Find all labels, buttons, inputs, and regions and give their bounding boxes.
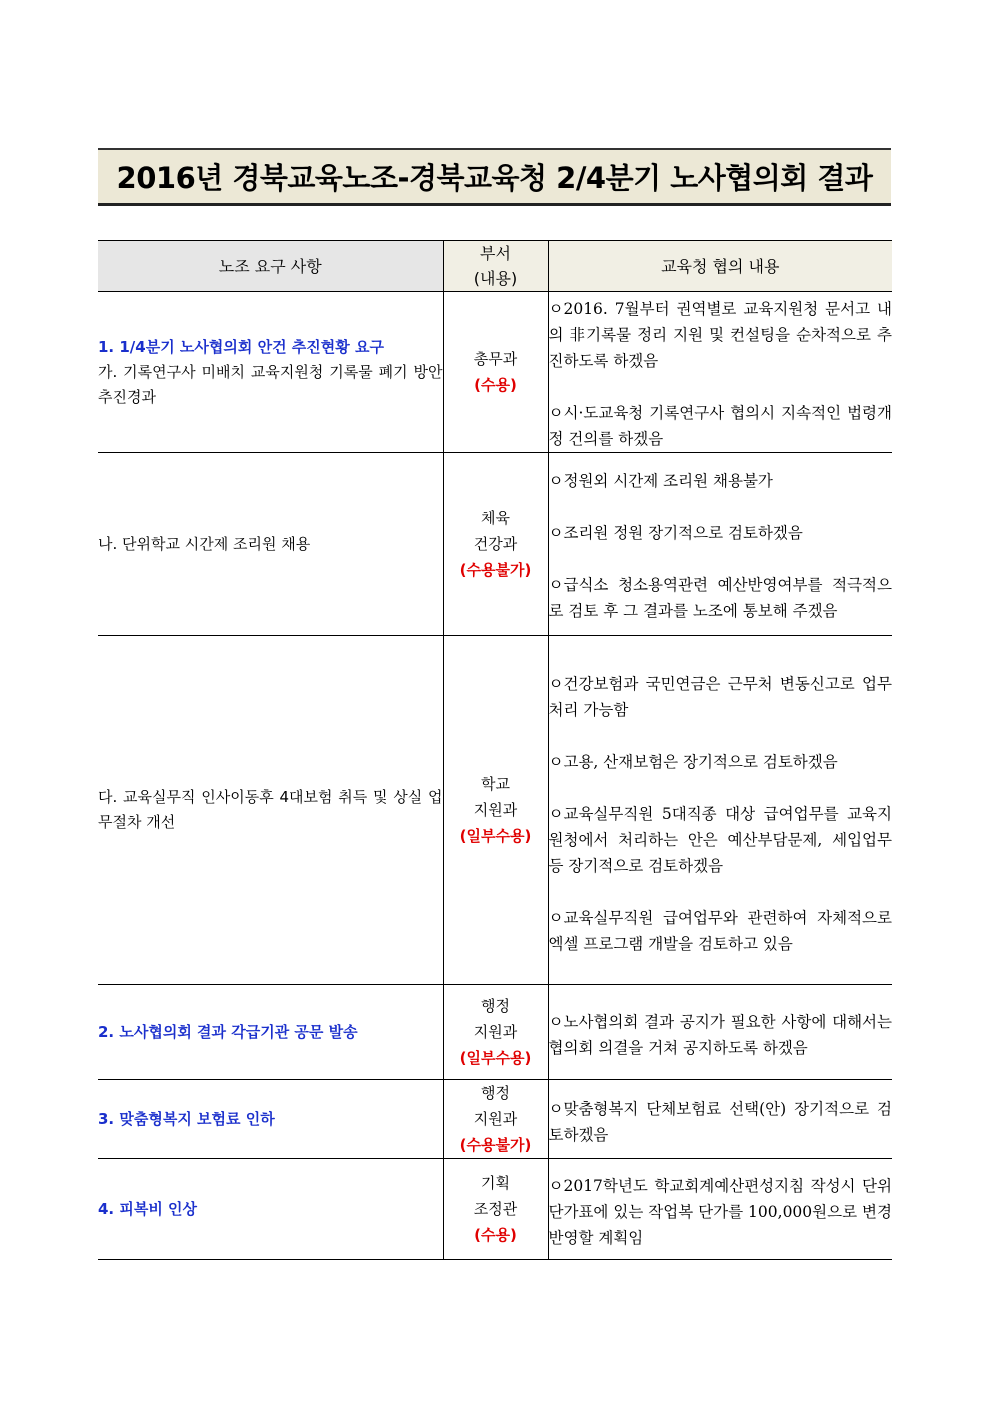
content-cell: [548, 985, 892, 1080]
request-cell: [98, 1080, 443, 1159]
department-name: 행정 지원과: [473, 997, 518, 1041]
document-title: 2016년 경북교육노조-경북교육청 2/4분기 노사협의회 결과: [116, 161, 873, 195]
status-badge: (수용불가): [459, 1136, 532, 1154]
table-header-row: [98, 241, 892, 292]
header-request: 노조 요구 사항: [98, 241, 443, 292]
department-name: 학교 지원과: [473, 775, 518, 819]
request-cell: [98, 636, 443, 985]
header-department-label: 부서 (내용): [473, 244, 518, 288]
status-badge: (수용불가): [459, 561, 532, 579]
content-cell: [548, 1159, 892, 1260]
table-row: [98, 292, 892, 453]
status-badge: (수용): [474, 1226, 517, 1244]
department-cell: [443, 1080, 548, 1159]
department-name: 행정 지원과: [473, 1084, 518, 1128]
content-cell: [548, 292, 892, 453]
request-cell: [98, 292, 443, 453]
content-item: ㅇ정원외 시간제 조리원 채용불가: [548, 472, 773, 490]
table-row: [98, 636, 892, 985]
content-item: ㅇ조리원 정원 장기적으로 검토하겠음: [548, 524, 803, 542]
document-title-box: [98, 148, 891, 206]
status-badge: (일부수용): [459, 827, 532, 845]
request-subitem: 나. 단위학교 시간제 조리원 채용: [98, 534, 311, 553]
request-cell: [98, 985, 443, 1080]
table-row: [98, 453, 892, 636]
content-cell: [548, 636, 892, 985]
status-badge: (일부수용): [459, 1049, 532, 1067]
content-cell: [548, 1080, 892, 1159]
request-cell: [98, 453, 443, 636]
table-row: [98, 985, 892, 1080]
department-cell: [443, 985, 548, 1080]
department-cell: [443, 1159, 548, 1260]
content-cell: [548, 453, 892, 636]
content-item: ㅇ급식소 청소용역관련 예산반영여부를 적극적으로 검토 후 그 결과를 노조에 통보해 주겠음: [548, 576, 892, 620]
request-cell: [98, 1159, 443, 1260]
content-item: ㅇ교육실무직원 급여업무와 관련하여 자체적으로 엑셀 프로그램 개발을 검토하고 있음: [548, 909, 892, 953]
request-title: 3. 맞춤형복지 보험료 인하: [98, 1109, 275, 1128]
content-item: ㅇ고용, 산재보험은 장기적으로 검토하겠음: [548, 753, 838, 771]
request-title: 1. 1/4분기 노사협의회 안건 추진현황 요구: [98, 337, 384, 356]
content-item: ㅇ2016. 7월부터 권역별로 교육지원청 문서고 내의 非기록물 정리 지원 및 컨설팅을 순차적으로 추진하도록 하겠음: [548, 300, 892, 370]
department-cell: [443, 453, 548, 636]
request-subitem: 다. 교육실무직 인사이동후 4대보험 취득 및 상실 업무절차 개선: [98, 788, 443, 831]
request-title: 4. 피복비 인상: [98, 1199, 198, 1218]
header-content: 교육청 협의 내용: [548, 241, 892, 292]
header-department: [443, 241, 548, 292]
content-item: ㅇ건강보험과 국민연금은 근무처 변동신고로 업무처리 가능함: [548, 675, 892, 719]
department-name: 체육 건강과: [473, 509, 518, 553]
request-subitem: 가. 기록연구사 미배치 교육지원청 기록물 폐기 방안 추진경과: [98, 362, 443, 406]
status-badge: (수용): [474, 376, 517, 394]
request-title: 2. 노사협의회 결과 각급기관 공문 발송: [98, 1022, 358, 1041]
content-item: ㅇ시·도교육청 기록연구사 협의시 지속적인 법령개정 건의를 하겠음: [548, 404, 892, 448]
content-item: ㅇ2017학년도 학교회계예산편성지침 작성시 단위단가표에 있는 작업복 단가를 100,000원으로 변경 반영할 계획임: [548, 1177, 892, 1247]
department-cell: [443, 292, 548, 453]
content-item: ㅇ맞춤형복지 단체보험료 선택(안) 장기적으로 검토하겠음: [548, 1100, 892, 1144]
table-row: [98, 1080, 892, 1159]
content-item: ㅇ노사협의회 결과 공지가 필요한 사항에 대해서는 협의회 의결을 거쳐 공지하도록 하겠음: [548, 1013, 892, 1057]
results-table: [98, 240, 892, 1260]
content-item: ㅇ교육실무직원 5대직종 대상 급여업무를 교육지원청에서 처리하는 안은 예산부담문제, 세입업무 등 장기적으로 검토하겠음: [548, 805, 892, 875]
table-row: [98, 1159, 892, 1260]
table-body: [98, 292, 892, 1260]
department-name: 기획 조정관: [473, 1174, 518, 1218]
department-cell: [443, 636, 548, 985]
department-name: 총무과: [473, 350, 518, 368]
